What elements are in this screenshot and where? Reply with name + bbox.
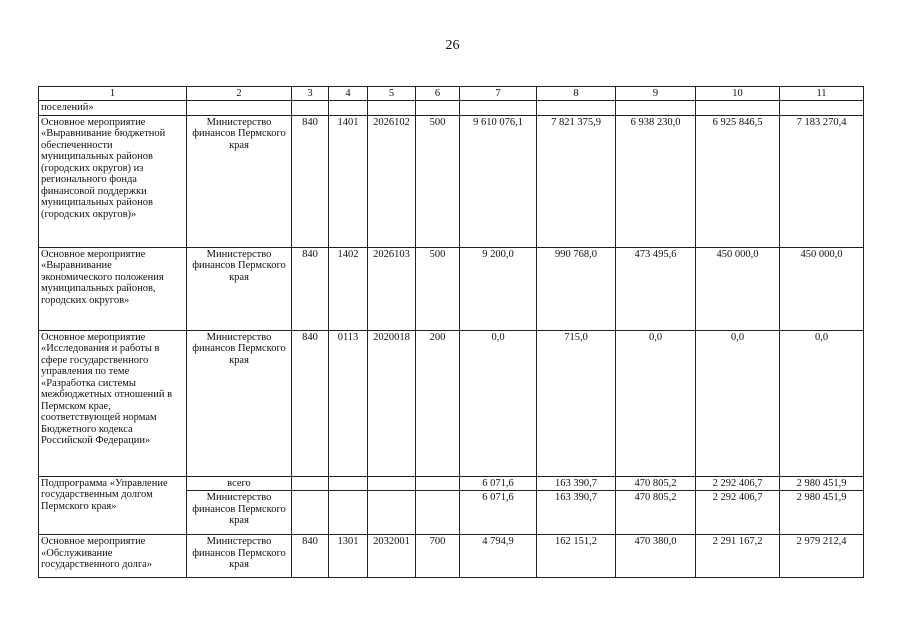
activity-name-cell: поселений» (39, 101, 187, 116)
amount-cell: 6 071,6 (460, 491, 537, 535)
table-row (39, 330, 864, 476)
amount-cell: 9 200,0 (460, 247, 537, 330)
target-code-cell: 2020018 (368, 330, 416, 476)
amount-cell (537, 101, 616, 116)
header-cell: 1 (39, 87, 187, 101)
header-cell: 10 (696, 87, 780, 101)
amount-cell: 0,0 (696, 330, 780, 476)
header-cell: 11 (780, 87, 864, 101)
amount-cell: 470 380,0 (616, 535, 696, 578)
amount-cell: 6 938 230,0 (616, 115, 696, 247)
table-row (39, 535, 864, 578)
grbs-code-cell: 840 (292, 115, 329, 247)
activity-name-cell: Основное мероприятие «Выравнивание экономического положения муниципальных районов, городских округов» (39, 247, 187, 330)
section-code-cell: 1301 (329, 535, 368, 578)
header-cell: 4 (329, 87, 368, 101)
header-cell: 8 (537, 87, 616, 101)
activity-name-cell: Основное мероприятие «Выравнивание бюджетной обеспеченности муниципальных районов (городских округов) из регионального фонда финансовой поддержки муниципальных районов (городских округов)» (39, 115, 187, 247)
header-cell: 9 (616, 87, 696, 101)
header-cell: 3 (292, 87, 329, 101)
amount-cell: 0,0 (780, 330, 864, 476)
amount-cell: 470 805,2 (616, 491, 696, 535)
table-row (39, 101, 864, 116)
amount-cell: 450 000,0 (696, 247, 780, 330)
responsible-cell: Министерство финансов Пермского края (187, 247, 292, 330)
amount-cell: 2 292 406,7 (696, 476, 780, 491)
target-code-cell (368, 491, 416, 535)
expense-type-cell (416, 101, 460, 116)
budget-table (38, 86, 864, 578)
section-code-cell: 1401 (329, 115, 368, 247)
section-code-cell: 1402 (329, 247, 368, 330)
amount-cell: 2 980 451,9 (780, 476, 864, 491)
amount-cell (616, 101, 696, 116)
expense-type-cell (416, 476, 460, 491)
header-cell: 5 (368, 87, 416, 101)
section-code-cell: 0113 (329, 330, 368, 476)
amount-cell: 0,0 (616, 330, 696, 476)
section-code-cell (329, 101, 368, 116)
amount-cell: 162 151,2 (537, 535, 616, 578)
grbs-code-cell: 840 (292, 330, 329, 476)
responsible-cell: всего (187, 476, 292, 491)
amount-cell: 6 071,6 (460, 476, 537, 491)
expense-type-cell: 700 (416, 535, 460, 578)
grbs-code-cell: 840 (292, 535, 329, 578)
amount-cell (696, 101, 780, 116)
amount-cell: 6 925 846,5 (696, 115, 780, 247)
section-code-cell (329, 491, 368, 535)
grbs-code-cell (292, 101, 329, 116)
activity-name-cell: Основное мероприятие «Исследования и работы в сфере государственного управления по теме «Разработка системы межбюджетных отношений в Пермском крае, соответствующей нормам Бюджетного кодекса Российской Федерации» (39, 330, 187, 476)
amount-cell: 7 183 270,4 (780, 115, 864, 247)
target-code-cell: 2026102 (368, 115, 416, 247)
target-code-cell: 2032001 (368, 535, 416, 578)
amount-cell (780, 101, 864, 116)
amount-cell: 2 291 167,2 (696, 535, 780, 578)
amount-cell: 470 805,2 (616, 476, 696, 491)
header-cell: 7 (460, 87, 537, 101)
header-cell: 6 (416, 87, 460, 101)
header-row (39, 87, 864, 101)
target-code-cell (368, 476, 416, 491)
responsible-cell: Министерство финансов Пермского края (187, 330, 292, 476)
responsible-cell (187, 101, 292, 116)
amount-cell: 450 000,0 (780, 247, 864, 330)
responsible-cell: Министерство финансов Пермского края (187, 115, 292, 247)
amount-cell: 2 979 212,4 (780, 535, 864, 578)
amount-cell: 4 794,9 (460, 535, 537, 578)
section-code-cell (329, 476, 368, 491)
subprogram-total-row (39, 476, 864, 491)
responsible-cell: Министерство финансов Пермского края (187, 491, 292, 535)
expense-type-cell: 500 (416, 115, 460, 247)
subprogram-name-cell: Подпрограмма «Управление государственным долгом Пермского края» (39, 476, 187, 535)
expense-type-cell (416, 491, 460, 535)
table-row (39, 247, 864, 330)
grbs-code-cell (292, 491, 329, 535)
amount-cell: 0,0 (460, 330, 537, 476)
expense-type-cell: 200 (416, 330, 460, 476)
target-code-cell (368, 101, 416, 116)
activity-name-cell: Основное мероприятие «Обслуживание государственного долга» (39, 535, 187, 578)
amount-cell: 715,0 (537, 330, 616, 476)
amount-cell: 2 980 451,9 (780, 491, 864, 535)
amount-cell: 473 495,6 (616, 247, 696, 330)
amount-cell: 9 610 076,1 (460, 115, 537, 247)
amount-cell: 163 390,7 (537, 491, 616, 535)
amount-cell: 2 292 406,7 (696, 491, 780, 535)
grbs-code-cell: 840 (292, 247, 329, 330)
header-cell: 2 (187, 87, 292, 101)
amount-cell: 163 390,7 (537, 476, 616, 491)
responsible-cell: Министерство финансов Пермского края (187, 535, 292, 578)
page-number: 26 (445, 38, 460, 53)
amount-cell: 990 768,0 (537, 247, 616, 330)
amount-cell (460, 101, 537, 116)
amount-cell: 7 821 375,9 (537, 115, 616, 247)
expense-type-cell: 500 (416, 247, 460, 330)
table-row (39, 115, 864, 247)
grbs-code-cell (292, 476, 329, 491)
target-code-cell: 2026103 (368, 247, 416, 330)
